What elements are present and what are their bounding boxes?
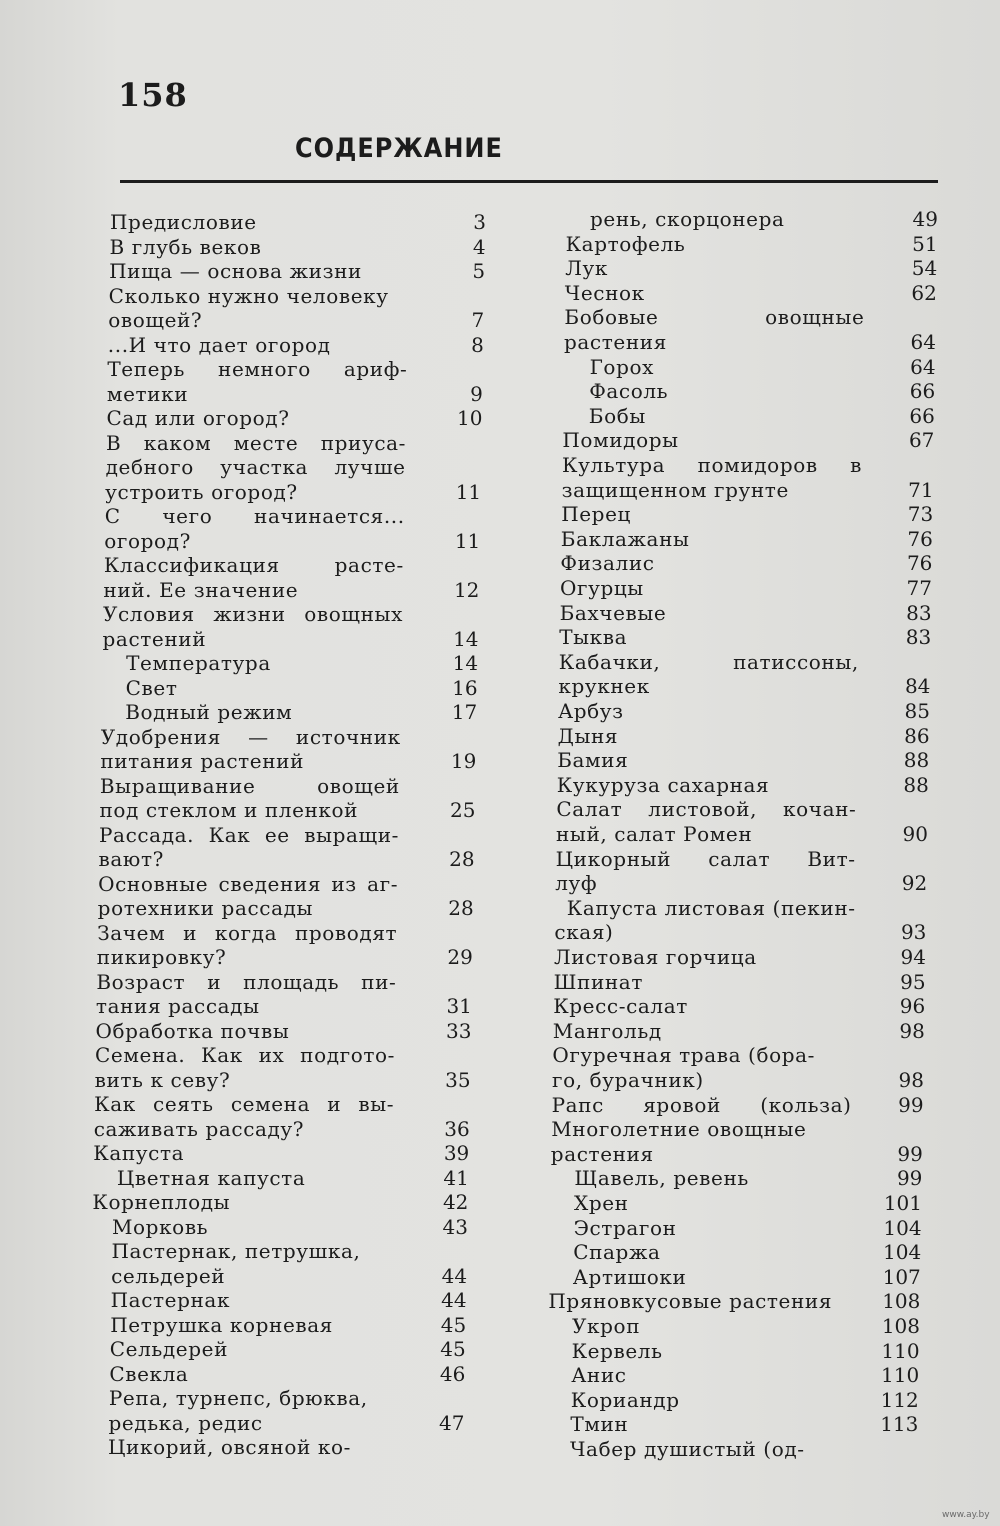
toc-entry-page: 104 — [883, 1240, 922, 1265]
toc-entry-page: 64 — [910, 354, 936, 379]
toc-entry-text: Эстрагон — [573, 1215, 677, 1240]
toc-entry-page: 108 — [881, 1314, 920, 1338]
toc-entry-text: Репа, турнепс, брюква, — [108, 1386, 368, 1410]
toc-entry-text: огород? — [104, 528, 191, 553]
toc-entry-text: Салат листовой, кочан- — [556, 797, 857, 822]
toc-entry-text: Хрен — [574, 1191, 629, 1215]
toc-entry-page: 66 — [909, 379, 936, 404]
toc-entry-text: Капуста — [93, 1141, 185, 1165]
toc-entry-page: 35 — [445, 1067, 471, 1092]
toc-entry-page: 104 — [883, 1215, 922, 1240]
toc-entry-text: В каком месте приуса- — [106, 430, 407, 455]
toc-entry-text: Физалис — [560, 551, 655, 576]
toc-entry-text: Картофель — [565, 231, 686, 256]
toc-entry-page: 29 — [447, 945, 473, 969]
toc-entry-page: 17 — [451, 700, 478, 724]
toc-entry-text: Огуречная трава (бора- — [552, 1043, 816, 1068]
toc-entry-page: 9 — [470, 381, 483, 406]
toc-entry-page: 45 — [440, 1337, 466, 1361]
toc-entry-text: Цикорный салат Вит- — [555, 846, 856, 871]
toc-entry-text: В глубь веков — [109, 234, 262, 259]
toc-entry-text: ный, салат Ромен — [556, 822, 753, 846]
toc-entry-page: 110 — [881, 1338, 920, 1363]
toc-entry-page: 41 — [443, 1165, 469, 1190]
toc-entry-text: Водный режим — [125, 700, 293, 724]
toc-entry-page: 88 — [903, 772, 929, 797]
toc-entry-page: 7 — [471, 308, 485, 332]
toc-entry-text: С чего начинается... — [104, 504, 405, 528]
toc-entry-page: 99 — [898, 1092, 924, 1117]
toc-entry-text: Перец — [561, 502, 631, 527]
toc-entry-text: Как сеять семена и вы- — [94, 1092, 395, 1116]
toc-entry-page: 110 — [881, 1363, 920, 1388]
toc-entry-page: 88 — [903, 748, 930, 773]
toc-entry-text: луф — [555, 871, 598, 896]
toc-entry-text: Тыква — [559, 625, 628, 650]
toc-entry-page: 64 — [910, 330, 936, 354]
toc-entry-page: 76 — [906, 551, 933, 576]
toc-entry-page: 36 — [444, 1116, 470, 1141]
toc-entry-page: 96 — [899, 994, 926, 1019]
toc-entry-page: 49 — [912, 207, 938, 231]
toc-entry-text: метики — [106, 381, 189, 406]
toc-entry-page: 5 — [472, 259, 486, 283]
toc-entry-text: Рассада. Как ее выращи- — [99, 822, 399, 847]
toc-entry-text: го, бурачник) — [552, 1068, 704, 1092]
toc-entry-text: Чабер душистый (од- — [570, 1437, 805, 1461]
toc-entry-text: питания растений — [100, 749, 305, 773]
toc-entry-text: Листовая горчица — [554, 945, 757, 969]
toc-entry-text: Бамия — [557, 748, 629, 773]
toc-entry-text: Классификация расте- — [103, 553, 404, 577]
toc-entry-text: ний. Ее значение — [103, 577, 299, 602]
toc-entry-text: устроить огород? — [105, 479, 298, 504]
toc-entry-text: Пряновкусовые растения — [548, 1289, 833, 1314]
toc-entry-page: 77 — [906, 576, 932, 600]
toc-entry-page: 47 — [438, 1410, 465, 1435]
toc-entry-page: 99 — [896, 1166, 923, 1191]
toc-entry-text: Сколько нужно человеку — [108, 283, 389, 308]
toc-entry-page: 86 — [904, 723, 930, 748]
toc-entry-page: 112 — [880, 1387, 919, 1412]
toc-entry-text: сельдерей — [111, 1263, 226, 1288]
toc-entry-page: 98 — [898, 1068, 924, 1092]
toc-entry-text: Бобы — [588, 403, 646, 428]
toc-entry-text: Мангольд — [552, 1018, 662, 1043]
toc-entry-text: Укроп — [572, 1314, 641, 1338]
toc-entry-text: Петрушка корневая — [110, 1312, 333, 1337]
toc-entry-page: 19 — [450, 749, 477, 773]
toc-entry-page: 28 — [449, 847, 475, 871]
toc-entry-page: 93 — [900, 920, 927, 945]
page-number: 158 — [118, 76, 188, 114]
toc-entry-text: Дыня — [557, 723, 619, 748]
toc-entry-page: 10 — [457, 406, 483, 430]
toc-entry-text: Температура — [126, 651, 271, 675]
toc-entry-page: 11 — [455, 479, 482, 504]
toc-entry-text: Пища — основа жизни — [109, 259, 362, 283]
toc-entry-page: 76 — [907, 526, 933, 551]
toc-entry-page: 83 — [905, 625, 932, 650]
toc-entry-page: 12 — [453, 577, 480, 602]
toc-entry-text: Кориандр — [570, 1387, 680, 1412]
toc-entry-text: Капуста листовая (пекин- — [566, 895, 856, 920]
toc-entry-page: 98 — [899, 1018, 925, 1043]
toc-entry-text: Свекла — [109, 1361, 189, 1386]
toc-entry-text: Бобовые овощные — [564, 305, 865, 330]
toc-entry-text: Тмин — [570, 1412, 629, 1437]
toc-entry-page: 92 — [901, 871, 928, 896]
toc-entry-page: 4 — [472, 234, 486, 259]
toc-entry-text: Фасоль — [589, 379, 669, 404]
toc-entry-page: 73 — [907, 502, 934, 527]
title-rule — [120, 180, 938, 183]
toc-entry-text: Арбуз — [558, 699, 624, 723]
toc-entry-text: растения — [564, 330, 667, 354]
toc-entry-text: Пастернак — [110, 1288, 231, 1312]
toc-entry-text: дебного участка лучше — [105, 455, 406, 479]
toc-entry-text: Цветная капуста — [116, 1165, 306, 1190]
toc-entry-text: Цикорий, овсяной ко- — [108, 1435, 351, 1459]
toc-entry-page: 3 — [473, 210, 486, 234]
toc-entry-text: Сельдерей — [109, 1337, 229, 1361]
toc-entry-page: 44 — [441, 1288, 467, 1312]
toc-entry-text: Основные сведения из аг- — [98, 871, 399, 896]
toc-entry-text: рень, скорцонера — [590, 207, 785, 231]
toc-entry-text: ...И что дает огород — [107, 332, 331, 357]
toc-entry-page: 107 — [882, 1264, 921, 1289]
toc-entry-page: 46 — [439, 1361, 466, 1386]
toc-entry-page: 44 — [441, 1263, 468, 1288]
toc-entry-text: Бахчевые — [559, 600, 667, 625]
toc-entry-text: редька, редис — [108, 1410, 263, 1435]
toc-entry-text: Зачем и когда проводят — [97, 920, 398, 945]
toc-entry-page: 99 — [897, 1141, 923, 1166]
toc-entry-text: ротехники рассады — [97, 896, 314, 920]
toc-entry-text: Корнеплоды — [92, 1190, 231, 1214]
toc-entry-page: 67 — [908, 428, 935, 453]
toc-entry-page: 71 — [908, 477, 934, 502]
toc-entry-text: пикировку? — [96, 945, 227, 969]
toc-entry-page: 14 — [452, 651, 479, 675]
toc-entry-text: защищенном грунте — [561, 477, 789, 502]
toc-entry-text: Огурцы — [560, 576, 644, 600]
toc-entry-page: 28 — [448, 896, 474, 920]
toc-entry-text: растений — [102, 626, 207, 651]
toc-entry-page: 54 — [911, 256, 938, 281]
toc-entry-page: 33 — [446, 1018, 472, 1043]
toc-entry-page: 8 — [471, 332, 484, 357]
toc-entry-text: Культура помидоров в — [562, 453, 862, 477]
toc-entry-text: вают? — [98, 847, 164, 871]
toc-entry-text: Пастернак, петрушка, — [111, 1239, 361, 1263]
toc-entry-text: Морковь — [111, 1214, 209, 1239]
toc-entry-text: вить к севу? — [94, 1067, 231, 1092]
toc-entry-page: 113 — [880, 1412, 919, 1437]
toc-entry-text: Горох — [589, 354, 654, 379]
toc-entry-text: Рапс яровой (кольза) — [551, 1092, 852, 1117]
toc-entry-text: Баклажаны — [560, 526, 690, 551]
toc-entry-text: Выращивание овощей — [99, 773, 400, 798]
toc-entry-page: 25 — [449, 798, 476, 822]
toc-entry-text: Условия жизни овощных — [102, 602, 403, 626]
toc-entry-text: Кабачки, патиссоны, — [558, 649, 859, 674]
toc-entry-page: 95 — [900, 969, 926, 994]
toc-entry-page: 11 — [454, 528, 481, 553]
toc-entry-text: Чеснок — [564, 280, 645, 305]
toc-entry-text: Анис — [571, 1363, 627, 1388]
toc-entry-text: Кервель — [571, 1338, 663, 1363]
watermark: www.ay.by — [942, 1510, 990, 1520]
toc-entry-text: Обработка почвы — [95, 1018, 290, 1043]
toc-entry-text: растения — [550, 1141, 654, 1166]
toc-entry-page: 51 — [912, 231, 938, 256]
toc-entry-text: Семена. Как их подгото- — [95, 1043, 396, 1067]
toc-entry-text: овощей? — [108, 308, 203, 332]
toc-entry-text: Шпинат — [553, 969, 643, 994]
toc-entry-text: тания рассады — [95, 994, 260, 1018]
toc-entry-text: Удобрения — источник — [100, 724, 401, 749]
toc-entry-text: Возраст и площадь пи- — [96, 969, 397, 994]
toc-entry-text: Сад или огород? — [106, 406, 290, 430]
toc-entry-page: 83 — [906, 600, 932, 625]
toc-entry-page: 90 — [902, 822, 928, 846]
toc-entry-page: 42 — [442, 1190, 469, 1214]
toc-entry-text: Помидоры — [562, 428, 679, 453]
toc-entry-page: 62 — [911, 280, 937, 305]
toc-entry-page: 85 — [904, 699, 930, 723]
toc-entry-text: Теперь немного ариф- — [107, 357, 408, 381]
toc-entry-page: 108 — [882, 1289, 921, 1314]
toc-entry-text: Многолетние овощные — [551, 1117, 807, 1142]
toc-entry-text: крукнек — [558, 674, 650, 699]
toc-entry-page: 94 — [900, 945, 926, 969]
page-title: СОДЕРЖАНИЕ — [295, 132, 503, 164]
toc-entry-page: 43 — [442, 1214, 468, 1239]
toc-entry-text: Щавель, ревень — [574, 1166, 749, 1191]
toc-entry-text: Кресс-салат — [553, 994, 688, 1019]
toc-entry-page: 101 — [883, 1191, 922, 1215]
toc-entry-text: саживать рассаду? — [93, 1116, 305, 1141]
toc-entry-page: 39 — [443, 1141, 470, 1165]
toc-entry-text: Предисловие — [110, 210, 257, 234]
toc-entry-text: Лук — [565, 256, 608, 281]
toc-entry-text: Спаржа — [573, 1240, 661, 1265]
toc-entry-page: 16 — [452, 675, 478, 700]
toc-entry-page: 31 — [446, 994, 472, 1018]
toc-entry-page: 66 — [909, 403, 935, 428]
toc-entry-text: Артишоки — [572, 1264, 687, 1289]
toc-entry-text: Свет — [125, 675, 178, 700]
toc-entry-page: 84 — [904, 674, 931, 699]
toc-entry-text: Кукуруза сахарная — [556, 772, 770, 797]
toc-entry-text: ская) — [554, 920, 614, 945]
toc-entry-page: 14 — [453, 626, 479, 651]
toc-entry-page: 45 — [440, 1312, 467, 1337]
toc-entry-text: под стеклом и пленкой — [99, 798, 359, 822]
